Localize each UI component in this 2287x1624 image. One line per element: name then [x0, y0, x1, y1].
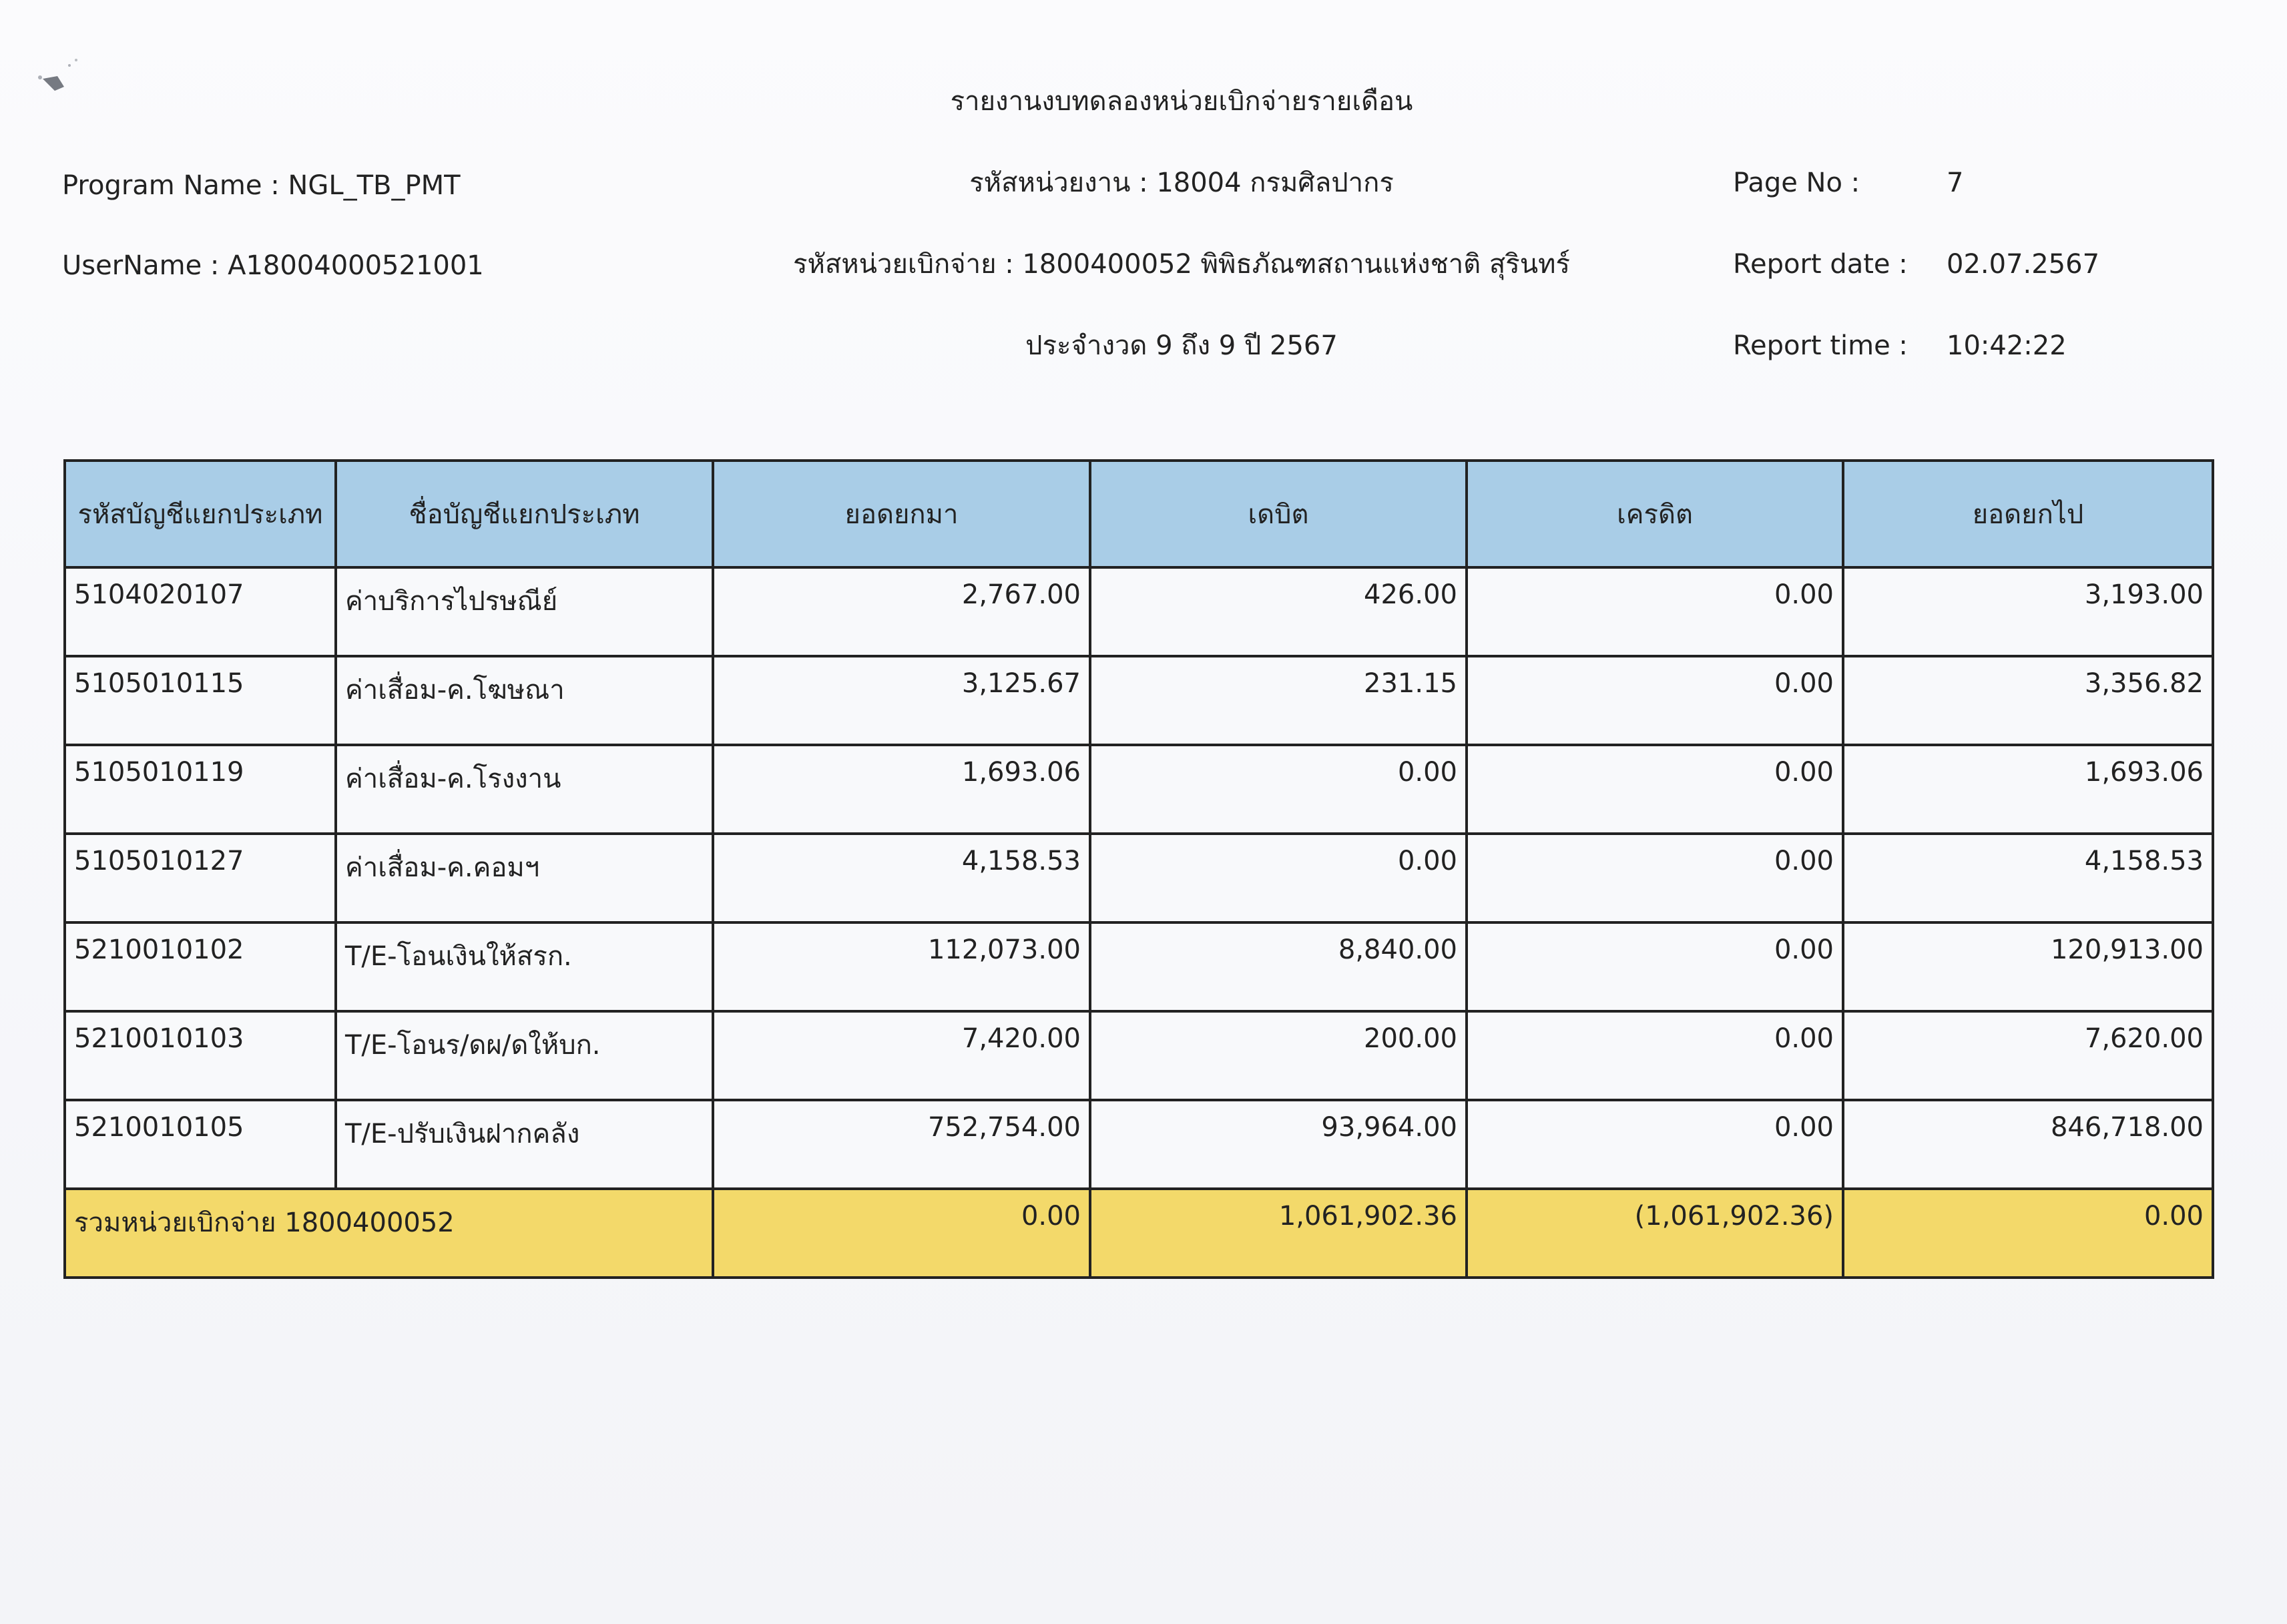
cell-account-name: ค่าเสื่อม-ค.โรงงาน [336, 745, 713, 834]
cell-debit: 93,964.00 [1090, 1100, 1467, 1189]
table-row [65, 834, 2213, 922]
cell-account-code: 5210010105 [65, 1100, 336, 1189]
cell-debit: 8,840.00 [1090, 922, 1467, 1011]
cell-debit: 200.00 [1090, 1011, 1467, 1100]
cell-account-code: 5105010119 [65, 745, 336, 834]
cell-carried-forward: 1,693.06 [1843, 745, 2213, 834]
disbursement-unit: รหัสหน่วยเบิกจ่าย : 1800400052 พิพิธภัณฑสถานแห่งชาติ สุรินทร์ [793, 249, 1570, 280]
cell-credit: 0.00 [1467, 1011, 1843, 1100]
table-header-row [65, 461, 2213, 567]
cell-debit: 0.00 [1090, 745, 1467, 834]
cell-brought-forward: 1,693.06 [713, 745, 1090, 834]
total-label: รวมหน่วยเบิกจ่าย 1800400052 [65, 1189, 713, 1278]
cell-credit: 0.00 [1467, 745, 1843, 834]
report-date-value: 02.07.2567 [1947, 249, 2100, 280]
page-no-value: 7 [1947, 168, 1964, 198]
header-account-name: ชื่อบัญชีแยกประเภท [336, 461, 713, 567]
total-carried-forward: 0.00 [1843, 1189, 2213, 1278]
cell-credit: 0.00 [1467, 1100, 1843, 1189]
program-name: Program Name : NGL_TB_PMT [62, 170, 461, 201]
header-carried-forward: ยอดยกไป [1843, 461, 2213, 567]
cell-credit: 0.00 [1467, 922, 1843, 1011]
cell-account-name: ค่าเสื่อม-ค.โฆษณา [336, 656, 713, 745]
cell-credit: 0.00 [1467, 567, 1843, 656]
report-period: ประจำงวด 9 ถึง 9 ปี 2567 [1025, 330, 1338, 361]
cell-debit: 231.15 [1090, 656, 1467, 745]
cell-account-name: T/E-โอนเงินให้สรก. [336, 922, 713, 1011]
table-row [65, 745, 2213, 834]
cell-brought-forward: 2,767.00 [713, 567, 1090, 656]
cell-carried-forward: 3,356.82 [1843, 656, 2213, 745]
user-name: UserName : A18004000521001 [62, 250, 484, 281]
cell-brought-forward: 7,420.00 [713, 1011, 1090, 1100]
scan-speck-icon [35, 56, 81, 103]
cell-account-code: 5210010103 [65, 1011, 336, 1100]
report-time-label: Report time : [1733, 330, 1908, 361]
cell-account-name: ค่าเสื่อม-ค.คอมฯ [336, 834, 713, 922]
cell-carried-forward: 120,913.00 [1843, 922, 2213, 1011]
header-debit: เดบิต [1090, 461, 1467, 567]
page-no-label: Page No : [1733, 168, 1860, 198]
header-brought-forward: ยอดยกมา [713, 461, 1090, 567]
total-credit: (1,061,902.36) [1467, 1189, 1843, 1278]
cell-carried-forward: 846,718.00 [1843, 1100, 2213, 1189]
cell-account-code: 5104020107 [65, 567, 336, 656]
cell-account-code: 5105010127 [65, 834, 336, 922]
table-row [65, 567, 2213, 656]
cell-credit: 0.00 [1467, 656, 1843, 745]
agency-code: รหัสหน่วยงาน : 18004 กรมศิลปากร [969, 168, 1394, 198]
cell-brought-forward: 752,754.00 [713, 1100, 1090, 1189]
report-title: รายงานงบทดลองหน่วยเบิกจ่ายรายเดือน [950, 86, 1413, 117]
cell-account-name: T/E-ปรับเงินฝากคลัง [336, 1100, 713, 1189]
cell-account-code: 5210010102 [65, 922, 336, 1011]
trial-balance-table [63, 459, 2214, 1279]
cell-carried-forward: 4,158.53 [1843, 834, 2213, 922]
table-row [65, 1100, 2213, 1189]
cell-brought-forward: 4,158.53 [713, 834, 1090, 922]
total-brought-forward: 0.00 [713, 1189, 1090, 1278]
report-time-value: 10:42:22 [1947, 330, 2067, 361]
header-credit: เครดิต [1467, 461, 1843, 567]
header-account-code: รหัสบัญชีแยกประเภท [65, 461, 336, 567]
report-date-label: Report date : [1733, 249, 1908, 280]
cell-carried-forward: 3,193.00 [1843, 567, 2213, 656]
cell-brought-forward: 112,073.00 [713, 922, 1090, 1011]
table-row [65, 656, 2213, 745]
cell-carried-forward: 7,620.00 [1843, 1011, 2213, 1100]
table-row [65, 1011, 2213, 1100]
cell-account-name: ค่าบริการไปรษณีย์ [336, 567, 713, 656]
cell-brought-forward: 3,125.67 [713, 656, 1090, 745]
cell-account-code: 5105010115 [65, 656, 336, 745]
cell-debit: 426.00 [1090, 567, 1467, 656]
cell-credit: 0.00 [1467, 834, 1843, 922]
table-row [65, 922, 2213, 1011]
total-debit: 1,061,902.36 [1090, 1189, 1467, 1278]
trial-balance-table-wrap [63, 459, 2212, 1238]
cell-account-name: T/E-โอนร/ดผ/ดให้บก. [336, 1011, 713, 1100]
cell-debit: 0.00 [1090, 834, 1467, 922]
total-row [65, 1189, 2213, 1278]
